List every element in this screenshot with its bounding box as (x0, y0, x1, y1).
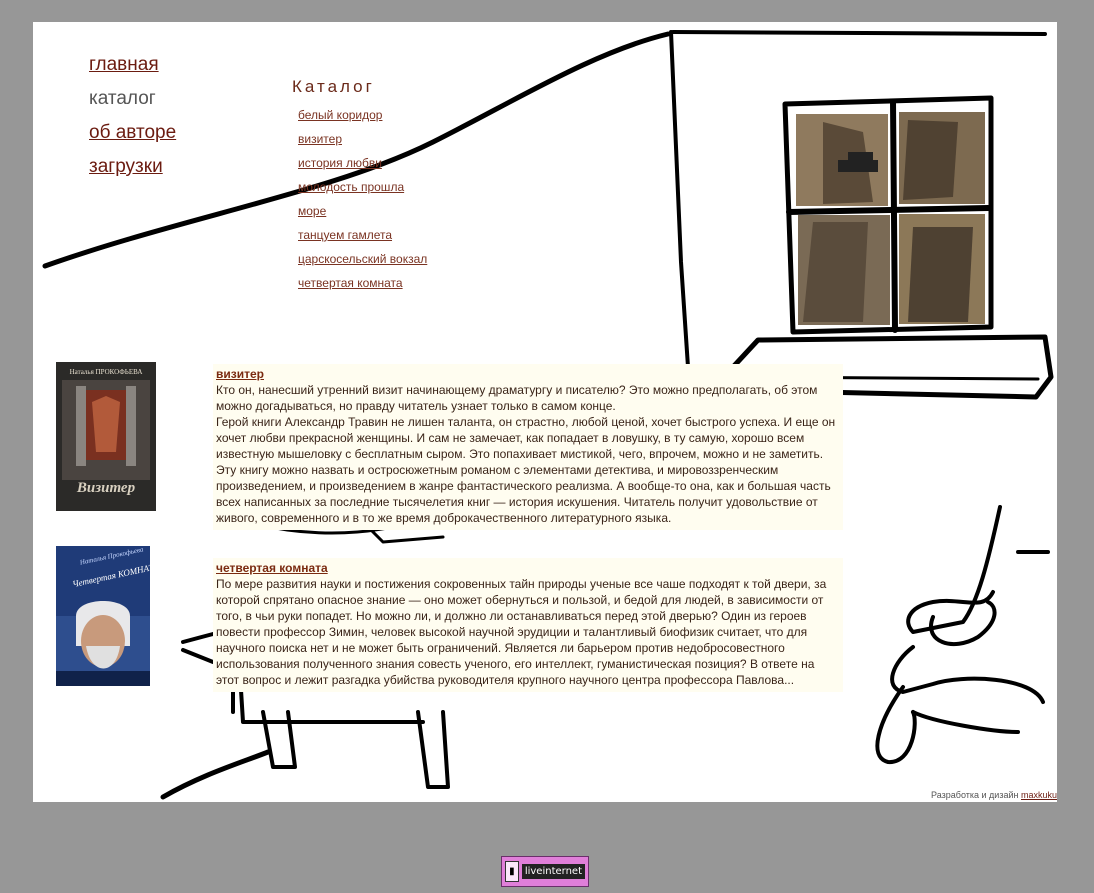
book-description: Кто он, нанесший утренний визит начинающему драматургу и писателю? Это можно предполагать, об этом можно догадываться, но правду читатель узнает только в самом конце. (216, 383, 818, 413)
nav-item-about[interactable] (89, 116, 176, 150)
footer-author-link[interactable]: maxkuku (1020, 790, 1057, 800)
catalog-item[interactable] (298, 247, 427, 271)
catalog-link[interactable]: царскосельский вокзал (298, 252, 428, 266)
nav-link-about[interactable]: об авторе (89, 122, 177, 143)
cover-author: Наталья Прокофьева (79, 545, 145, 567)
book-description-more: Герой книги Александр Травин не лишен таланта, он страстно, любой ценой, хочет быстрого успеха. И еще он хочет любви прекрасной женщины. И сам не замечает, как попадает в ловушку, в ту самую, хорошо всем известную мышеловку с бесплатным сыром. Это попахивает мистикой, чего, впрочем, можно и не заметить. Эту книгу можно назвать и остросюжетным романом с элементами детектива, и мировоззренческим произведением, и произведением в жанре фантастического реализма. А вообще-то она, как и большая часть всех написанных за последние тысячелетия книг — история искушения. Читатель получит удовольствие от живого, современного и в то же время доброкачественного литературного языка. (216, 415, 836, 525)
cover-author: Наталья ПРОКОФЬЕВА (69, 368, 143, 376)
book-entry-fourth-room (213, 558, 843, 692)
catalog-title: Каталог (292, 77, 375, 96)
catalog-list (292, 103, 427, 295)
book-title-link[interactable]: четвертая комната (216, 561, 328, 575)
catalog-item[interactable] (298, 151, 427, 175)
catalog-item[interactable] (298, 223, 427, 247)
nav-link-downloads[interactable]: загрузки (89, 156, 163, 177)
counter-chart-icon: ▮ (505, 861, 519, 882)
cover-title: Четвертая КОМНАТА (71, 561, 160, 590)
book-entry-vizitor (213, 364, 843, 530)
book-cover-vizitor[interactable] (56, 362, 156, 511)
catalog-item[interactable] (298, 199, 427, 223)
nav-item-home[interactable] (89, 48, 176, 82)
nav-current-catalog: каталог (89, 88, 156, 109)
catalog-link[interactable]: море (298, 204, 327, 218)
book-title-link[interactable]: визитер (216, 367, 264, 381)
liveinternet-counter[interactable] (501, 856, 589, 887)
cover-title: Визитер (76, 480, 136, 496)
catalog-link[interactable]: четвертая комната (298, 276, 403, 290)
footer-prefix: Разработка и дизайн (931, 790, 1019, 800)
main-nav (89, 48, 176, 184)
book-description: По мере развития науки и постижения сокровенных тайн природы ученые все чаше подходят к той двери, за которой спрятано опасное знание — оно может обернуться и пользой, и бедой для людей, в зависимости от того, в чьи руки попадет. Но можно ли, и должно ли останавливаться перед этой дверью? Один из героев повести профессор Зимин, человек высокой научной эрудиции и талантливый биофизик считает, что для научного поиска нет и не может быть ограничений. Является ли барьером против недобросовестного использования полученного знания совесть ученого, его интеллект, гуманистическая позиция? В ответе на этот вопрос и лежит разгадка убийства руководителя крупного научного центра профессора Павлова... (216, 577, 827, 687)
counter-label: liveinternet (522, 864, 585, 879)
catalog-link[interactable]: белый коридор (298, 108, 383, 122)
page (33, 22, 1057, 802)
catalog-item[interactable] (298, 103, 427, 127)
nav-item-catalog (89, 82, 176, 116)
footer-credit (931, 790, 1057, 800)
catalog-item[interactable] (298, 271, 427, 295)
catalog-item[interactable] (298, 127, 427, 151)
catalog-link[interactable]: история любви (298, 156, 382, 170)
nav-link-home[interactable]: главная (89, 54, 159, 75)
book-cover-fourth-room[interactable] (56, 545, 160, 686)
catalog-link[interactable]: танцуем гамлета (298, 228, 393, 242)
catalog-link[interactable]: визитер (298, 132, 342, 146)
catalog-link[interactable]: молодость прошла (298, 180, 405, 194)
nav-item-downloads[interactable] (89, 150, 176, 184)
catalog-section (292, 77, 427, 295)
catalog-item[interactable] (298, 175, 427, 199)
